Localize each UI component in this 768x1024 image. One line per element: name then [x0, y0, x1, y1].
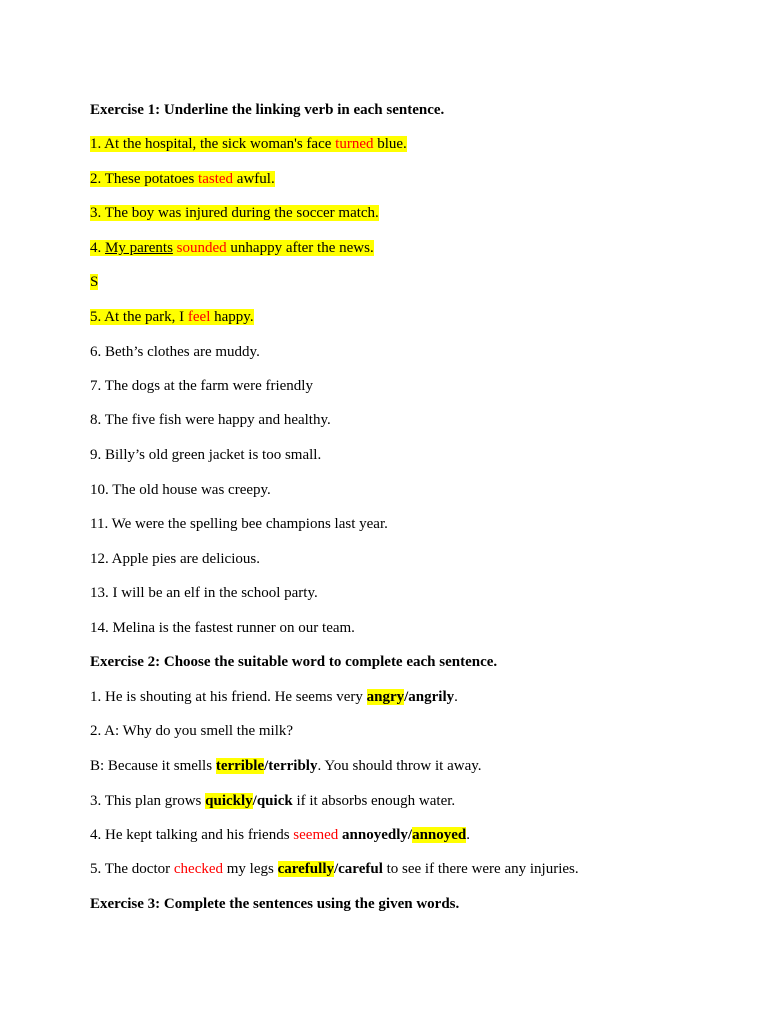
ex2-q2b-option-1: terrible	[215, 758, 265, 774]
exercise-3-heading: Exercise 3: Complete the sentences using the given words.	[90, 896, 460, 912]
ex1-s2-verb: tasted	[198, 171, 234, 187]
ex2-q1-option-1: angry	[366, 689, 405, 705]
ex2-question-5	[90, 860, 579, 878]
ex1-sentence-7: 7. The dogs at the farm were friendly	[90, 378, 313, 394]
ex1-sentence-9: 9. Billy’s old green jacket is too small.	[90, 447, 322, 463]
ex2-q2b-text-a: B: Because it smells	[90, 758, 216, 774]
ex2-q4-verb: seemed	[293, 827, 339, 843]
ex2-q3-option-2: /quick	[252, 793, 293, 809]
ex2-q4-text-a: 4. He kept talking and his friends	[90, 827, 294, 843]
ex2-q5-option-1: carefully	[277, 861, 334, 877]
ex1-sentence-5-highlight	[90, 309, 254, 325]
exercise-1-heading: Exercise 1: Underline the linking verb in each sentence.	[90, 102, 445, 118]
ex1-sentence-4-highlight	[90, 240, 374, 256]
ex2-q5-text-a: 5. The doctor	[90, 861, 174, 877]
ex2-q4-text-b: .	[466, 827, 470, 843]
ex1-s4-subject: My parents	[105, 240, 173, 256]
ex1-stray-text: S	[90, 274, 99, 290]
ex2-q3-option-1: quickly	[205, 793, 253, 809]
ex1-s1-text-b: blue.	[373, 136, 407, 152]
ex1-sentence-6: 6. Beth’s clothes are muddy.	[90, 344, 260, 360]
ex1-s2-text-b: awful.	[233, 171, 275, 187]
ex1-s4-text-b: unhappy after the news.	[226, 240, 374, 256]
ex1-s5-verb: feel	[187, 309, 211, 325]
ex2-q5-text-mid: my legs	[223, 861, 278, 877]
ex2-question-3	[90, 792, 455, 810]
ex2-q3-text-b: if it absorbs enough water.	[292, 793, 456, 809]
ex2-q3-text-a: 3. This plan grows	[90, 793, 206, 809]
ex2-q1-text-a: 1. He is shouting at his friend. He seems very	[90, 689, 367, 705]
ex1-sentence-13: 13. I will be an elf in the school party.	[90, 585, 318, 601]
ex1-sentence-2-highlight	[90, 171, 275, 187]
ex1-sentence-4	[90, 239, 374, 257]
ex2-q5-text-b: to see if there were any injuries.	[382, 861, 579, 877]
ex1-s4-verb: sounded	[176, 240, 227, 256]
ex1-s5-text-a: 5. At the park, I	[90, 309, 188, 325]
ex1-s5-text-b: happy.	[210, 309, 254, 325]
ex2-question-2b	[90, 757, 482, 775]
ex2-q2b-text-b: . You should throw it away.	[317, 758, 482, 774]
ex1-sentence-10: 10. The old house was creepy.	[90, 482, 271, 498]
ex1-sentence-5	[90, 308, 254, 326]
ex2-q4-option-1: annoyedly/	[342, 827, 413, 843]
ex2-question-4	[90, 826, 470, 844]
ex1-sentence-8: 8. The five fish were happy and healthy.	[90, 412, 331, 428]
ex1-s4-number: 4.	[90, 240, 105, 256]
ex2-q1-text-b: .	[454, 689, 458, 705]
exercise-2-heading: Exercise 2: Choose the suitable word to complete each sentence.	[90, 654, 498, 670]
ex1-sentence-11: 11. We were the spelling bee champions last year.	[90, 516, 388, 532]
ex2-q2b-option-2: /terribly	[264, 758, 318, 774]
ex1-s1-verb: turned	[335, 136, 374, 152]
ex1-s2-text-a: 2. These potatoes	[90, 171, 199, 187]
ex2-q5-verb: checked	[173, 861, 224, 877]
ex1-sentence-1-highlight	[90, 136, 407, 152]
ex2-question-2a: 2. A: Why do you smell the milk?	[90, 723, 294, 739]
ex2-q4-option-2: annoyed	[412, 827, 467, 843]
ex1-s3-text: 3. The boy was injured during the soccer match.	[90, 205, 379, 221]
ex1-sentence-12: 12. Apple pies are delicious.	[90, 551, 260, 567]
ex1-stray-letter	[90, 273, 98, 291]
ex1-sentence-1	[90, 135, 407, 153]
ex1-s1-text-a: 1. At the hospital, the sick woman's face	[90, 136, 336, 152]
ex2-question-1	[90, 688, 458, 706]
ex1-sentence-2	[90, 170, 275, 188]
ex1-sentence-14: 14. Melina is the fastest runner on our team.	[90, 620, 355, 636]
ex2-q5-option-2: /careful	[333, 861, 383, 877]
ex1-sentence-3	[90, 204, 379, 222]
ex2-q1-option-2: /angrily	[404, 689, 455, 705]
